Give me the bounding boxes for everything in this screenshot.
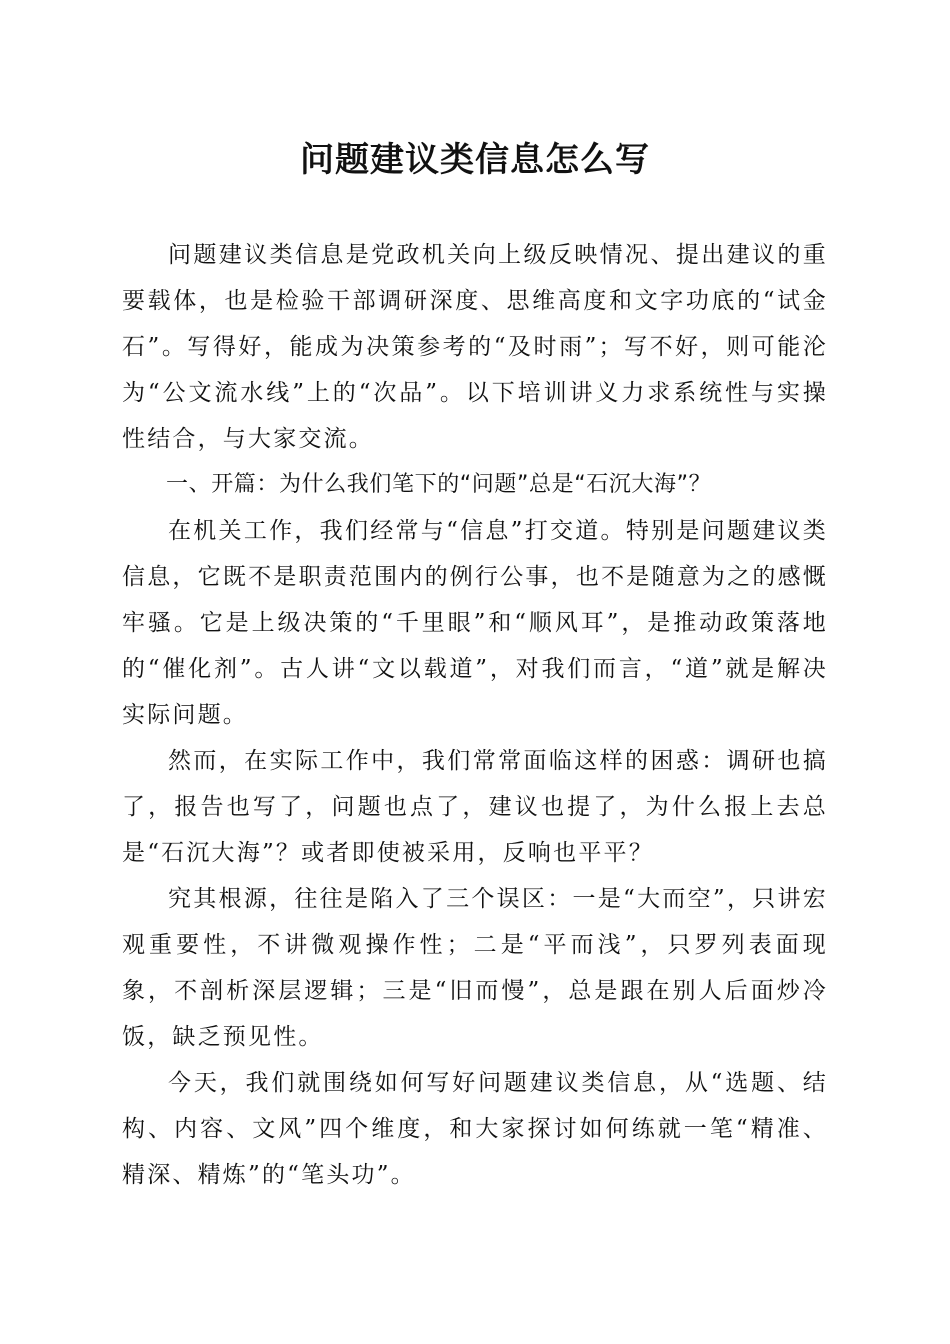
intro-paragraph: 问题建议类信息是党政机关向上级反映情况、提出建议的重要载体，也是检验干部调研深度、思维高度和文字功底的“试金石”。写得好，能成为决策参考的“及时雨”；写不好，则可能沦为“公文流水线”上的“次品”。以下培训讲义力求系统性与实操性结合，与大家交流。 (122, 242, 828, 452)
body-paragraph: 在机关工作，我们经常与“信息”打交道。特别是问题建议类信息，它既不是职责范围内的例行公事，也不是随意为之的感慨牢骚。它是上级决策的“千里眼”和“顺风耳”，是推动政策落地的“催化剂”。古人讲“文以载道”，对我们而言，“道”就是解决实际问题。 (122, 518, 828, 728)
body-paragraph: 今天，我们就围绕如何写好问题建议类信息，从“选题、结构、内容、文风”四个维度，和大家探讨如何练就一笔“精准、精深、精炼”的“笔头功”。 (122, 1070, 828, 1188)
document-title: 问题建议类信息怎么写 (300, 140, 650, 180)
body-paragraph: 然而，在实际工作中，我们常常面临这样的困惑：调研也搞了，报告也写了，问题也点了，建议也提了，为什么报上去总是“石沉大海”？或者即使被采用，反响也平平？ (122, 748, 828, 866)
document-body (122, 232, 828, 1198)
body-paragraph: 究其根源，往往是陷入了三个误区：一是“大而空”，只讲宏观重要性，不讲微观操作性；二是“平而浅”，只罗列表面现象，不剖析深层逻辑；三是“旧而慢”，总是跟在别人后面炒冷饭，缺乏预见性。 (122, 886, 828, 1050)
section-heading-1: 一、开篇：为什么我们笔下的“问题”总是“石沉大海”？ (166, 472, 712, 497)
